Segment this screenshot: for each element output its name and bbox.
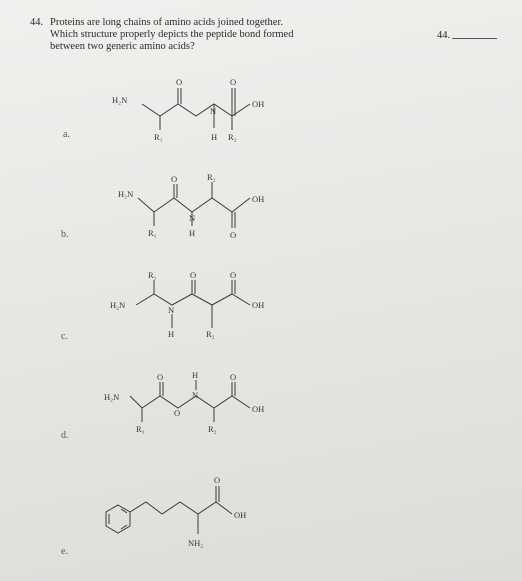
atom-r2: R₂: [207, 172, 216, 182]
atom-r1: R₁: [148, 228, 157, 238]
atom-o: O: [230, 77, 237, 87]
atom-h: H: [211, 132, 218, 142]
atom-o: O: [176, 77, 183, 87]
atom-h2n: H₂N: [118, 189, 134, 199]
atom-h: H: [189, 228, 196, 238]
atom-o: O: [171, 174, 178, 184]
atom-r1: R₁: [154, 132, 163, 142]
atom-h: H: [168, 329, 175, 339]
atom-n: N: [189, 213, 196, 223]
atom-r1: R₁: [136, 424, 145, 434]
atom-r2: R₂: [228, 132, 237, 142]
question-text-line-3: between two generic amino acids?: [50, 41, 195, 52]
atom-r2: R₂: [208, 424, 217, 434]
atom-o: O: [230, 270, 237, 280]
atom-oh: OH: [252, 404, 265, 414]
atom-o: O: [214, 475, 221, 485]
atom-oh: OH: [252, 99, 265, 109]
choice-label-a[interactable]: a.: [63, 129, 70, 140]
atom-o: O: [157, 372, 164, 382]
atom-r1: R₁: [148, 270, 157, 280]
atom-n: N: [192, 390, 199, 400]
atom-r2: R₂: [206, 329, 215, 339]
answer-number: 44.: [437, 30, 451, 41]
atom-h2n: H₂N: [112, 95, 128, 105]
atom-n: N: [210, 106, 217, 116]
atom-o: O: [190, 270, 197, 280]
atom-o: O: [230, 230, 237, 240]
choice-label-b[interactable]: b.: [61, 229, 69, 240]
choice-label-d[interactable]: d.: [61, 430, 69, 441]
atom-h2n: H₂N: [110, 300, 126, 310]
choice-label-c[interactable]: c.: [61, 331, 68, 342]
atom-oh: OH: [252, 300, 265, 310]
atom-o: O: [174, 408, 181, 418]
atom-n: N: [168, 305, 175, 315]
atom-h: H: [192, 370, 199, 380]
atom-h2n: H₂N: [104, 392, 120, 402]
atom-oh: OH: [252, 194, 265, 204]
question-text-line-2: Which structure properly depicts the peptide bond formed: [50, 29, 294, 40]
choice-label-e[interactable]: e.: [61, 546, 68, 557]
atom-o: O: [230, 372, 237, 382]
question-text-line-1: Proteins are long chains of amino acids joined together.: [50, 17, 283, 28]
atom-oh: OH: [234, 510, 247, 520]
question-number: 44.: [30, 17, 44, 28]
atom-nh2: NH₂: [188, 538, 204, 548]
